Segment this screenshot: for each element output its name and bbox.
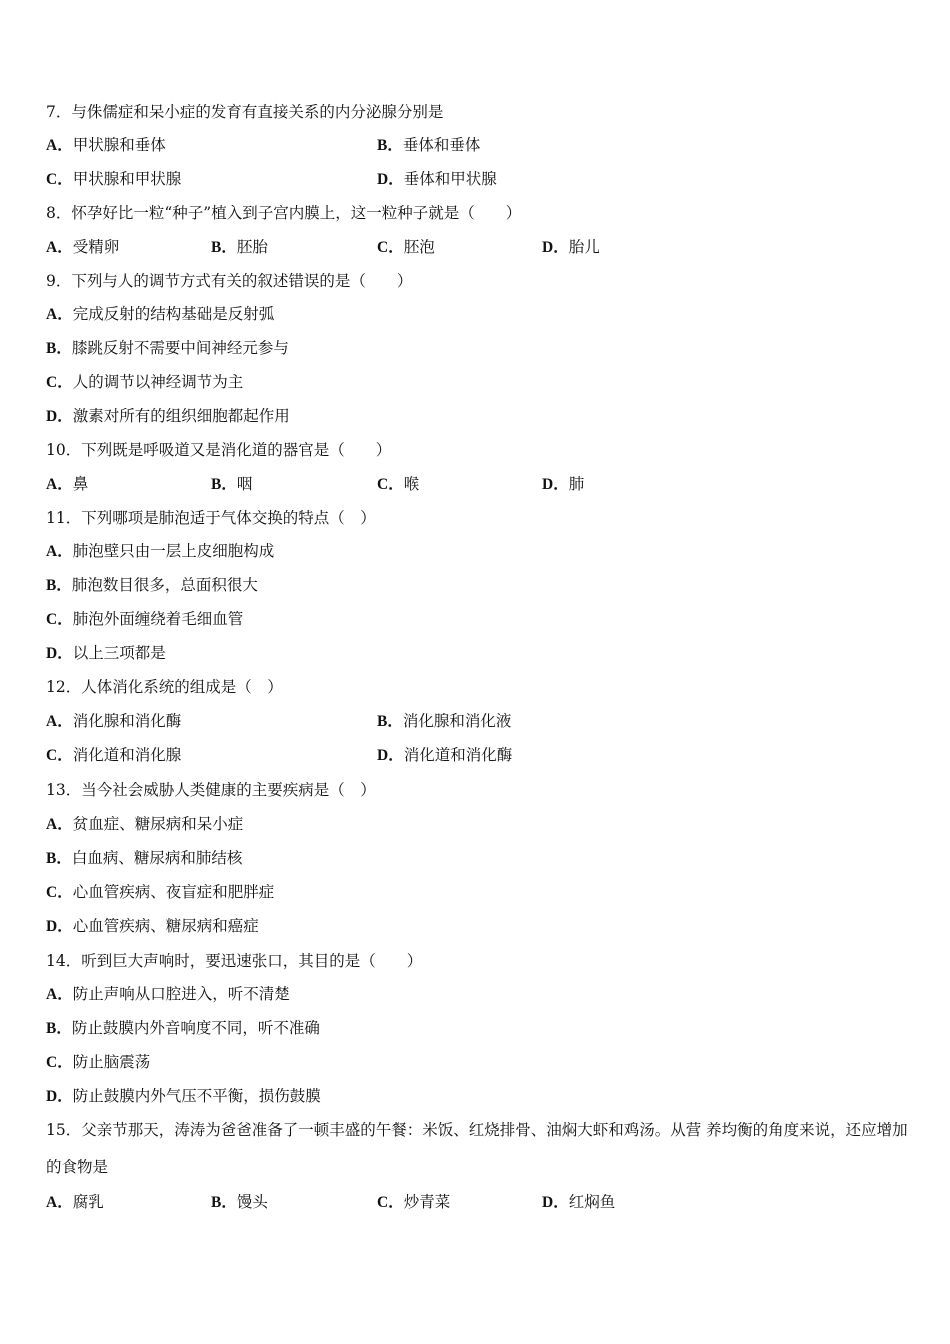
option-label: C． (46, 374, 73, 391)
option-text: 馒头 (236, 1193, 268, 1211)
q7-option-c (46, 169, 181, 190)
q13-option-a (46, 814, 243, 835)
option-text: 防止鼓膜内外气压不平衡，损伤鼓膜 (72, 1087, 321, 1105)
option-text: 胚泡 (403, 238, 435, 256)
q15-option-d (542, 1192, 615, 1213)
q10-option-d (542, 474, 584, 495)
q15-option-c (377, 1192, 450, 1213)
option-label: C． (377, 476, 404, 493)
question-14-stem: 14．听到巨大声响时，要迅速张口，其目的是（ ） (46, 952, 423, 970)
option-text: 消化道和消化酶 (403, 746, 513, 764)
q11-option-a (46, 541, 274, 562)
q8-option-c (377, 237, 435, 258)
q11-option-c (46, 609, 243, 630)
option-text: 鼻 (72, 475, 89, 493)
option-label: B． (46, 577, 72, 594)
q9-option-b (46, 338, 289, 359)
question-10-stem: 10．下列既是呼吸道又是消化道的器官是（ ） (46, 441, 392, 459)
option-label: D． (46, 645, 73, 662)
q15-option-a (46, 1192, 104, 1213)
option-text: 炒青菜 (403, 1193, 451, 1211)
option-label: A． (46, 986, 73, 1003)
option-label: B． (211, 476, 237, 493)
option-text: 消化腺和消化液 (402, 712, 512, 730)
option-label: A． (46, 1194, 73, 1211)
q10-option-b (211, 474, 252, 495)
option-label: A． (46, 306, 73, 323)
option-label: D． (46, 918, 73, 935)
option-text: 膝跳反射不需要中间神经元参与 (71, 339, 289, 357)
option-label: C． (46, 611, 73, 628)
option-text: 防止鼓膜内外音响度不同，听不准确 (71, 1019, 320, 1037)
option-label: C． (46, 171, 73, 188)
q10-option-c (377, 474, 419, 495)
option-label: D． (46, 408, 73, 425)
option-text: 以上三项都是 (72, 644, 166, 662)
option-text: 白血病、糖尿病和肺结核 (71, 849, 243, 867)
q13-option-c (46, 882, 274, 903)
q8-option-d (542, 237, 600, 258)
option-text: 激素对所有的组织细胞都起作用 (72, 407, 290, 425)
option-label: A． (46, 239, 73, 256)
q12-option-a (46, 711, 181, 732)
option-text: 消化道和消化腺 (72, 746, 182, 764)
option-text: 胎儿 (568, 238, 600, 256)
option-label: B． (377, 713, 403, 730)
option-text: 消化腺和消化酶 (72, 712, 182, 730)
option-text: 防止脑震荡 (72, 1053, 151, 1071)
option-text: 肺泡外面缠绕着毛细血管 (72, 610, 244, 628)
option-label: D． (542, 239, 569, 256)
option-label: B． (211, 239, 237, 256)
q11-option-d (46, 643, 166, 664)
option-label: A． (46, 137, 73, 154)
option-label: C． (377, 1194, 404, 1211)
option-text: 心血管疾病、糖尿病和癌症 (72, 917, 259, 935)
option-text: 咽 (236, 475, 253, 493)
question-12-stem: 12．人体消化系统的组成是（ ） (46, 678, 283, 696)
q12-option-b (377, 711, 511, 732)
q14-option-a (46, 984, 290, 1005)
option-label: B． (46, 340, 72, 357)
option-text: 肺 (568, 475, 585, 493)
option-label: B． (46, 850, 72, 867)
option-label: B． (377, 137, 403, 154)
option-label: D． (377, 747, 404, 764)
question-13-stem: 13．当今社会威胁人类健康的主要疾病是（ ） (46, 781, 376, 799)
option-label: D． (377, 171, 404, 188)
q14-option-c (46, 1052, 150, 1073)
q8-option-a (46, 237, 119, 258)
question-7-stem: 7．与侏儒症和呆小症的发育有直接关系的内分泌腺分别是 (46, 103, 444, 121)
option-text: 红焖鱼 (568, 1193, 616, 1211)
option-label: C． (377, 239, 404, 256)
q14-option-b (46, 1018, 320, 1039)
option-label: A． (46, 816, 73, 833)
option-label: A． (46, 713, 73, 730)
option-text: 垂体和甲状腺 (403, 170, 497, 188)
option-text: 贫血症、糖尿病和呆小症 (72, 815, 244, 833)
option-text: 心血管疾病、夜盲症和肥胖症 (72, 883, 275, 901)
q12-option-d (377, 745, 512, 766)
q7-option-b (377, 135, 480, 156)
q15-option-b (211, 1192, 268, 1213)
q9-option-a (46, 304, 274, 325)
q11-option-b (46, 575, 258, 596)
q13-option-b (46, 848, 242, 869)
q14-option-d (46, 1086, 321, 1107)
q7-option-d (377, 169, 497, 190)
q13-option-d (46, 916, 259, 937)
question-11-stem: 11．下列哪项是肺泡适于气体交换的特点（ ） (46, 509, 376, 527)
option-label: A． (46, 543, 73, 560)
option-label: B． (211, 1194, 237, 1211)
option-label: C． (46, 747, 73, 764)
option-label: D． (46, 1088, 73, 1105)
option-text: 完成反射的结构基础是反射弧 (72, 305, 275, 323)
option-text: 防止声响从口腔进入，听不清楚 (72, 985, 290, 1003)
q8-option-b (211, 237, 268, 258)
option-text: 垂体和垂体 (402, 136, 481, 154)
option-text: 受精卵 (72, 238, 120, 256)
option-text: 胚胎 (236, 238, 268, 256)
option-label: B． (46, 1020, 72, 1037)
option-text: 喉 (403, 475, 420, 493)
option-text: 肺泡壁只由一层上皮细胞构成 (72, 542, 275, 560)
question-15-stem: 15．父亲节那天，涛涛为爸爸准备了一顿丰盛的午餐：米饭、红烧排骨、油焖大虾和鸡汤。从营 养均衡的角度来说，还应增加的食物是 (46, 1121, 908, 1176)
q9-option-d (46, 406, 290, 427)
option-text: 腐乳 (72, 1193, 104, 1211)
option-text: 肺泡数目很多，总面积很大 (71, 576, 258, 594)
q7-option-a (46, 135, 166, 156)
option-label: C． (46, 1054, 73, 1071)
question-9-stem: 9．下列与人的调节方式有关的叙述错误的是（ ） (46, 272, 413, 290)
q12-option-c (46, 745, 181, 766)
option-text: 甲状腺和垂体 (72, 136, 166, 154)
option-label: A． (46, 476, 73, 493)
option-label: D． (542, 1194, 569, 1211)
option-label: D． (542, 476, 569, 493)
q10-option-a (46, 474, 88, 495)
question-8-stem: 8．怀孕好比一粒“种子”植入到子宫内膜上，这一粒种子就是（ ） (46, 204, 522, 222)
q9-option-c (46, 372, 243, 393)
option-text: 甲状腺和甲状腺 (72, 170, 182, 188)
option-label: C． (46, 884, 73, 901)
option-text: 人的调节以神经调节为主 (72, 373, 244, 391)
